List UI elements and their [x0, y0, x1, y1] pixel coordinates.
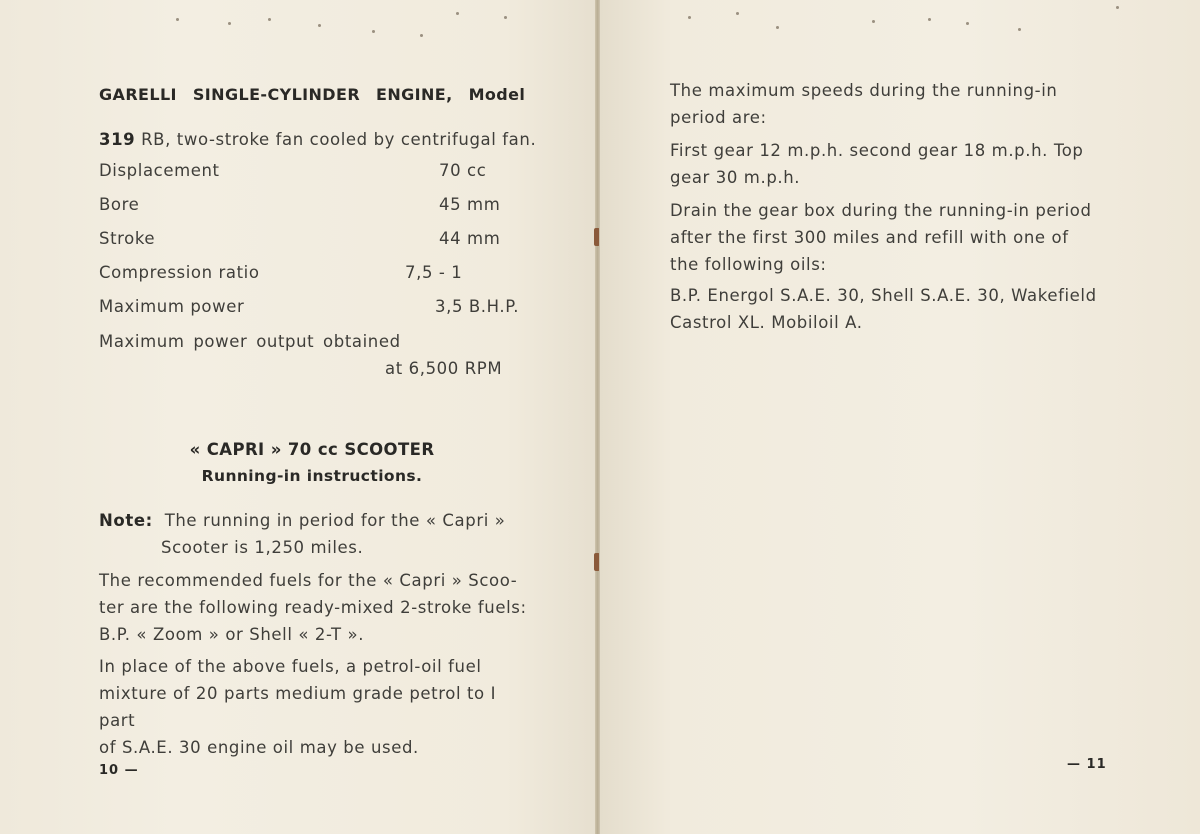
spec-row [99, 263, 529, 289]
drain-paragraph [670, 197, 1102, 278]
punch-mark [372, 30, 375, 33]
text-line: the following oils: [670, 255, 827, 274]
spec-row [99, 229, 529, 255]
punch-mark [268, 18, 271, 21]
spec-value: 7,5 - 1 [405, 263, 463, 282]
spec-label: Stroke [99, 229, 156, 248]
fuel-paragraph [99, 567, 529, 648]
spec-value: 45 mm [439, 195, 501, 214]
scooter-heading: « CAPRI » 70 cc SCOOTER [189, 440, 435, 459]
right-page [599, 0, 1200, 834]
page-number: 10 — [99, 763, 139, 778]
speeds-paragraph [670, 77, 1102, 131]
text-line: In place of the above fuels, a petrol-oil fuel [99, 657, 482, 676]
max-output-value: at 6,500 RPM [385, 359, 503, 378]
engine-heading: GARELLI SINGLE-CYLINDER ENGINE, Model [99, 85, 526, 104]
punch-mark [688, 16, 691, 19]
text-line: First gear 12 m.p.h. second gear 18 m.p.h. Top [670, 141, 1084, 160]
note-line: The running in period for the « Capri » [164, 511, 506, 530]
max-output-label: Maximum power output obtained [99, 332, 401, 351]
text-line: gear 30 m.p.h. [670, 168, 801, 187]
punch-mark [318, 24, 321, 27]
mixture-paragraph [99, 653, 529, 761]
model-number: 319 [99, 130, 136, 149]
punch-mark [736, 12, 739, 15]
text-line: ter are the following ready-mixed 2-stroke fuels: [99, 598, 527, 617]
text-line: B.P. Energol S.A.E. 30, Shell S.A.E. 30, Wakefield [670, 286, 1097, 305]
punch-mark [228, 22, 231, 25]
text-line: of S.A.E. 30 engine oil may be used. [99, 738, 419, 757]
spec-row [99, 195, 529, 221]
punch-mark [504, 16, 507, 19]
punch-mark [1116, 6, 1119, 9]
note-block [99, 507, 505, 534]
spec-value: 3,5 B.H.P. [435, 297, 520, 316]
note-label: Note: [99, 511, 153, 530]
text-line: after the first 300 miles and refill with one of [670, 228, 1069, 247]
spec-label: Compression ratio [99, 263, 260, 282]
text-line: The recommended fuels for the « Capri » Scoo- [99, 571, 518, 590]
scooter-subheading: Running-in instructions. [201, 467, 423, 485]
note-line: Scooter is 1,250 miles. [161, 538, 364, 557]
text-line: B.P. « Zoom » or Shell « 2-T ». [99, 625, 365, 644]
spec-row [99, 161, 529, 187]
spec-row [99, 297, 529, 323]
model-line [99, 126, 536, 153]
spec-value: 70 cc [439, 161, 487, 180]
punch-mark [872, 20, 875, 23]
spec-value: 44 mm [439, 229, 501, 248]
spec-label: Bore [99, 195, 140, 214]
punch-mark [776, 26, 779, 29]
spec-label: Maximum power [99, 297, 245, 316]
text-line: Castrol XL. Mobiloil A. [670, 313, 863, 332]
punch-mark [420, 34, 423, 37]
punch-mark [966, 22, 969, 25]
punch-mark [1018, 28, 1021, 31]
text-line: The maximum speeds during the running-in [670, 81, 1058, 100]
text-line: Drain the gear box during the running-in period [670, 201, 1092, 220]
gears-paragraph [670, 137, 1102, 191]
text-line: mixture of 20 parts medium grade petrol to I part [99, 684, 497, 730]
punch-mark [928, 18, 931, 21]
spec-label: Displacement [99, 161, 220, 180]
text-line: period are: [670, 108, 767, 127]
page-number: — 11 [1067, 757, 1107, 772]
punch-mark [176, 18, 179, 21]
model-line-text: RB, two-stroke fan cooled by centrifugal fan. [141, 130, 537, 149]
punch-mark [456, 12, 459, 15]
left-page [0, 0, 597, 834]
oils-paragraph [670, 282, 1110, 336]
